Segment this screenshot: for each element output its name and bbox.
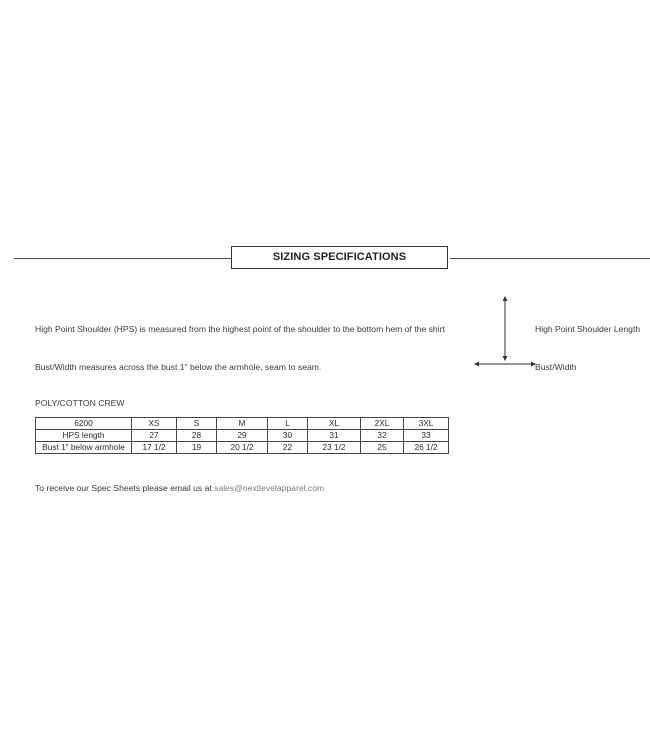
table-header-cell: XS <box>132 418 177 430</box>
product-heading: POLY/COTTON CREW <box>35 398 125 408</box>
email-link[interactable]: sales@nextlevelapparel.com <box>214 483 325 493</box>
table-header-cell: 3XL <box>404 418 449 430</box>
table-cell: 25 <box>361 442 404 454</box>
row-label: Bust 1" below armhole <box>36 442 132 454</box>
size-chart-table <box>35 417 449 454</box>
hps-description: High Point Shoulder (HPS) is measured from the highest point of the shoulder to the bottom hem of the shirt <box>35 324 445 334</box>
table-header-cell: XL <box>308 418 361 430</box>
table-cell: 28 <box>177 430 217 442</box>
contact-prefix: To receive our Spec Sheets please email us at <box>35 483 215 493</box>
table-cell: 29 <box>217 430 268 442</box>
table-header-cell: 2XL <box>361 418 404 430</box>
title-rule-left <box>14 258 231 259</box>
bust-diagram-label: Bust/Width <box>535 362 577 372</box>
table-row <box>36 430 449 442</box>
hps-diagram-label: High Point Shoulder Length <box>535 324 641 334</box>
table-cell: 22 <box>268 442 308 454</box>
table-header-cell: M <box>217 418 268 430</box>
table-row <box>36 442 449 454</box>
table-cell: 17 1/2 <box>132 442 177 454</box>
table-cell: 33 <box>404 430 449 442</box>
table-cell: 31 <box>308 430 361 442</box>
section-title: SIZING SPECIFICATIONS <box>231 246 448 269</box>
table-cell: 27 <box>132 430 177 442</box>
vertical-double-arrow-icon <box>503 296 508 361</box>
measurement-diagram <box>470 294 540 370</box>
table-cell: 32 <box>361 430 404 442</box>
title-rule-right <box>450 258 650 259</box>
table-cell: 20 1/2 <box>217 442 268 454</box>
horizontal-double-arrow-icon <box>474 362 536 367</box>
table-header-cell: 6200 <box>36 418 132 430</box>
table-cell: 19 <box>177 442 217 454</box>
table-cell: 26 1/2 <box>404 442 449 454</box>
contact-line <box>35 483 324 493</box>
table-header-cell: L <box>268 418 308 430</box>
table-cell: 23 1/2 <box>308 442 361 454</box>
bust-description: Bust/Width measures across the bust 1" below the armhole, seam to seam. <box>35 362 322 372</box>
table-header-cell: S <box>177 418 217 430</box>
table-header-row <box>36 418 449 430</box>
row-label: HPS length <box>36 430 132 442</box>
table-cell: 30 <box>268 430 308 442</box>
